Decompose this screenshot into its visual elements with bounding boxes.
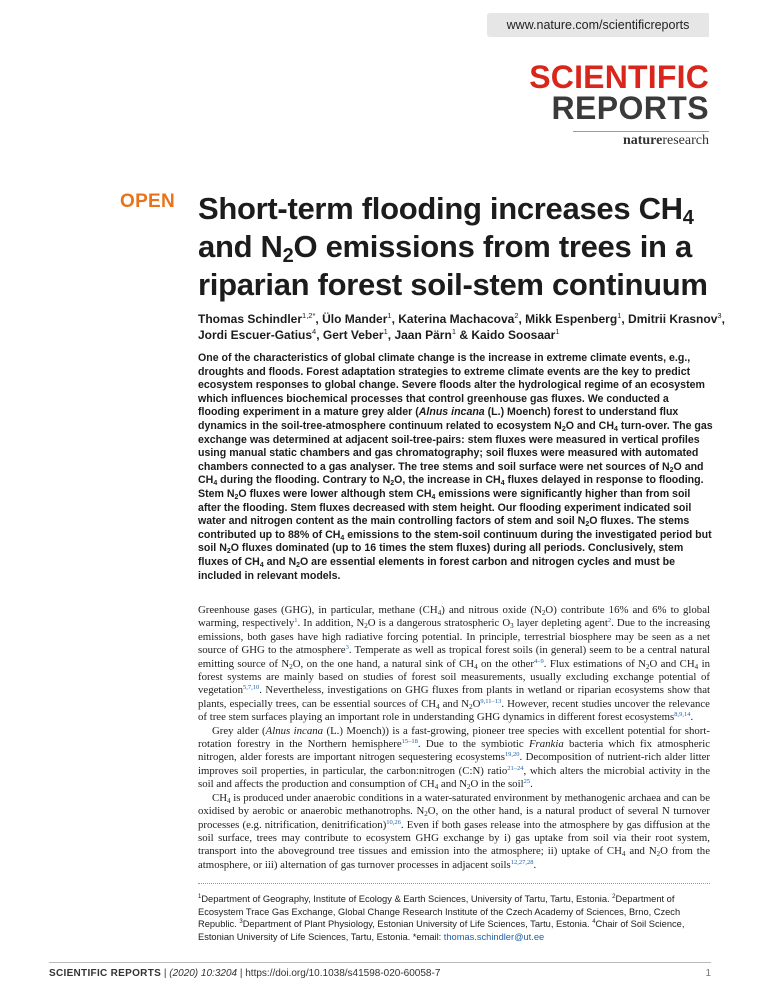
author[interactable]: Dmitrii Krasnov$^3$ bbox=[628, 311, 722, 326]
citation-link[interactable]: 25 bbox=[523, 778, 531, 786]
footer-doi[interactable]: | https://doi.org/10.1038/s41598-020-60058-7 bbox=[237, 968, 441, 979]
citation-link[interactable]: 15–18 bbox=[401, 738, 418, 746]
publisher-rest: research bbox=[662, 133, 709, 148]
citation-link[interactable]: 10,26 bbox=[386, 818, 401, 826]
page-number: 1 bbox=[705, 968, 711, 979]
citation-link[interactable]: 3 bbox=[345, 644, 349, 652]
author[interactable]: Gert Veber$^1$ bbox=[322, 327, 388, 342]
citation-link[interactable]: 1 bbox=[294, 617, 298, 625]
author[interactable]: Jaan Pärn$^1$ bbox=[394, 327, 456, 342]
footer-journal: SCIENTIFIC REPORTS bbox=[49, 968, 162, 979]
paragraph: $CH_4$ is produced under anaerobic conditions in a water-saturated environment by methanogenic archaea and can be oxidised by aerobic or anaerobic methanotrophs. $N_2O$, on the other hand, is a natural product of several N turnover processes (e.g. nitrification, denitrification)$^{10,26}$. Even if both gases release into the atmosphere by gas diffusion at the soil surface, trees may contribute to ecosystem GHG exchange by i) gas uptake from soil via their root system, transport into the aboveground tree tissues and emission into the atmosphere; ii) uptake of $CH_4$ and $N_2O$ from the atmosphere, or iii) alternation of gas turnover processes in adjacent soils$^{12,27,28}$. bbox=[198, 791, 710, 871]
footnote-divider bbox=[198, 883, 710, 884]
paragraph: Grey alder (Alnus incana (L.) Moench)) is a fast-growing, pioneer tree species with excellent potential for short-rotation forestry in the Northern hemisphere$^{15-18}$. Due to the symbiotic Frankia bacteria which fix atmospheric nitrogen, alder forests are important nitrogen sequestering ecosystems$^{19,20}$. Decomposition of nutrient-rich alder litter improves soil properties, in particular, the carbon:nitrogen (C:N) ratio$^{21-24}$, which alters the microbial activity in the soil and affects the production and consumption of $CH_4$ and $N_2O$ in the soil$^{25}$. bbox=[198, 724, 711, 792]
citation-link[interactable]: 12,27,28 bbox=[510, 858, 534, 866]
author[interactable]: Ülo Mander$^1$ bbox=[322, 311, 392, 326]
author[interactable]: Kaido Soosaar$^1$ bbox=[471, 327, 560, 342]
citation-link[interactable]: 2 bbox=[607, 617, 612, 625]
open-access-label: OPEN bbox=[120, 191, 176, 212]
footer-volume: (2020) 10:3204 bbox=[169, 968, 238, 979]
page-footer: SCIENTIFIC REPORTS | (2020) 10:3204 | https://doi.org/10.1038/s41598-020-60058-7 1 bbox=[49, 968, 711, 979]
journal-url[interactable]: www.nature.com/scientificreports bbox=[487, 13, 709, 37]
author-list: Thomas Schindler$^{1,2*}$, Ülo Mander$^1$, Katerina Machacova$^2$, Mikk Espenberg$^1$, Dmitrii Krasnov$^3$, Jordi Escuer-Gatius$^4$, Gert Veber$^1$, Jaan Pärn$^1$ & Kaido Soosaar$^1$ bbox=[198, 311, 725, 342]
citation-link[interactable]: 4–9 bbox=[534, 657, 544, 665]
citation-link[interactable]: 19,20 bbox=[504, 751, 520, 759]
author[interactable]: Katerina Machacova$^2$ bbox=[398, 311, 519, 326]
publisher-logo bbox=[560, 133, 709, 149]
author[interactable]: Thomas Schindler$^{1,2*}$ bbox=[198, 311, 316, 326]
affiliations: $^1$Department of Geography, Institute of Ecology & Earth Sciences, University of Tartu, Tartu, Estonia. $^2$Department of Ecosystem Trace Gas Exchange, Global Change Research Institute of the Czech Academy of Sciences, Brno, Czech Republic. $^3$Department of Plant Physiology, Estonian University of Life Sciences, Tartu, Estonia. $^4$Chair of Soil Science, Estonian University of Life Sciences, Tartu, Estonia. *email: thomas.schindler@ut.ee bbox=[198, 893, 685, 942]
author-email-link[interactable]: thomas.schindler@ut.ee bbox=[443, 931, 545, 942]
journal-logo bbox=[529, 59, 709, 126]
logo-reports: REPORTS bbox=[551, 90, 709, 126]
logo-divider bbox=[573, 131, 709, 132]
citation-link[interactable]: 9,11–13 bbox=[480, 697, 502, 705]
abstract: One of the characteristics of global climate change is the increase in extreme climate events, e.g., droughts and floods. Forest adaptation strategies to extreme climate events are the key to predict ecosystem responses to global change. Severe floods alter the hydrological regime of an ecosystem which influences biochemical processes that control greenhouse gas fluxes. We conducted a flooding experiment in a mature grey alder (Alnus incana (L.) Moench) forest to understand flux dynamics in the soil-tree-atmosphere continuum related to ecosystem $N_2O$ and $CH_4$ turn-over. The gas exchange was determined at adjacent soil-tree-pairs: stem fluxes were measured in vertical profiles using manual static chambers and gas chromatography; soil fluxes were measured with automated chambers connected to a gas analyser. The tree stems and soil surface were net sources of $N_2O$ and $CH_4$ during the flooding. Contrary to $N_2O$, the increase in $CH_4$ fluxes delayed in response to flooding. Stem $N_2O$ fluxes were lower although stem $CH_4$ emissions were significantly higher than from soil after the flooding. Stem fluxes decreased with stem height. Our flooding experiment indicated soil water and nitrogen content as the main controlling factors of stem and soil $N_2O$ fluxes. The stems contributed up to 88% of $CH_4$ emissions to the stem-soil continuum during the investigated period but soil $N_2O$ fluxes dominated (up to 16 times the stem fluxes) during all periods. Conclusively, stem fluxes of $CH_4$ and $N_2O$ are essential elements in forest carbon and nitrogen cycles and must be included in relevant models. bbox=[198, 352, 713, 582]
main-text bbox=[198, 604, 710, 872]
citation-link[interactable]: 5,7,10 bbox=[242, 684, 260, 692]
author[interactable]: Jordi Escuer-Gatius$^4$ bbox=[198, 327, 317, 342]
paragraph: Greenhouse gases (GHG), in particular, methane $(CH_4)$ and nitrous oxide $(N_2O)$ contribute 16% and 6% to global warming, respectively$^1$. In addition, $N_2O$ is a dangerous stratospheric $O_3$ layer depleting agent$^2$. Due to the increasing emissions, both gases have high radiative forcing potential. In principle, terrestrial biosphere may be seen as a net source of GHG to the atmosphere$^3$. Temperate as well as tropical forest soils (in general) seem to be a central natural emitting source of $N_2O$, on the one hand, a natural sink of $CH_4$ on the other$^{4-9}$. Flux estimations of $N_2O$ and $CH_4$ in forest systems are mainly based on studies of forest soil measurements, usually excluding exchange potential of vegetation$^{5,7,10}$. Nevertheless, investigations on GHG fluxes from plants in wetland or riparian ecosystems show that plants, especially trees, can be essential sources of $CH_4$ and $N_2O^{9,11-13}$. However, recent studies uncover the relevance of tree stem surfaces playing an important role in understanding GHG dynamics in different forest ecosystems$^{8,9,14}$. bbox=[198, 604, 710, 724]
author[interactable]: Mikk Espenberg$^1$ bbox=[525, 311, 622, 326]
footer-divider bbox=[49, 962, 711, 963]
logo-scientific: SCIENTIFIC bbox=[529, 59, 709, 95]
publisher-bold: nature bbox=[622, 133, 663, 148]
article-title: Short-term flooding increases $CH_4$ and $N_2O$ emissions from trees in a riparian forest soil-stem continuum bbox=[198, 191, 708, 302]
citation-link[interactable]: 8,9,14 bbox=[674, 711, 691, 719]
citation-link[interactable]: 21–24 bbox=[507, 764, 524, 772]
